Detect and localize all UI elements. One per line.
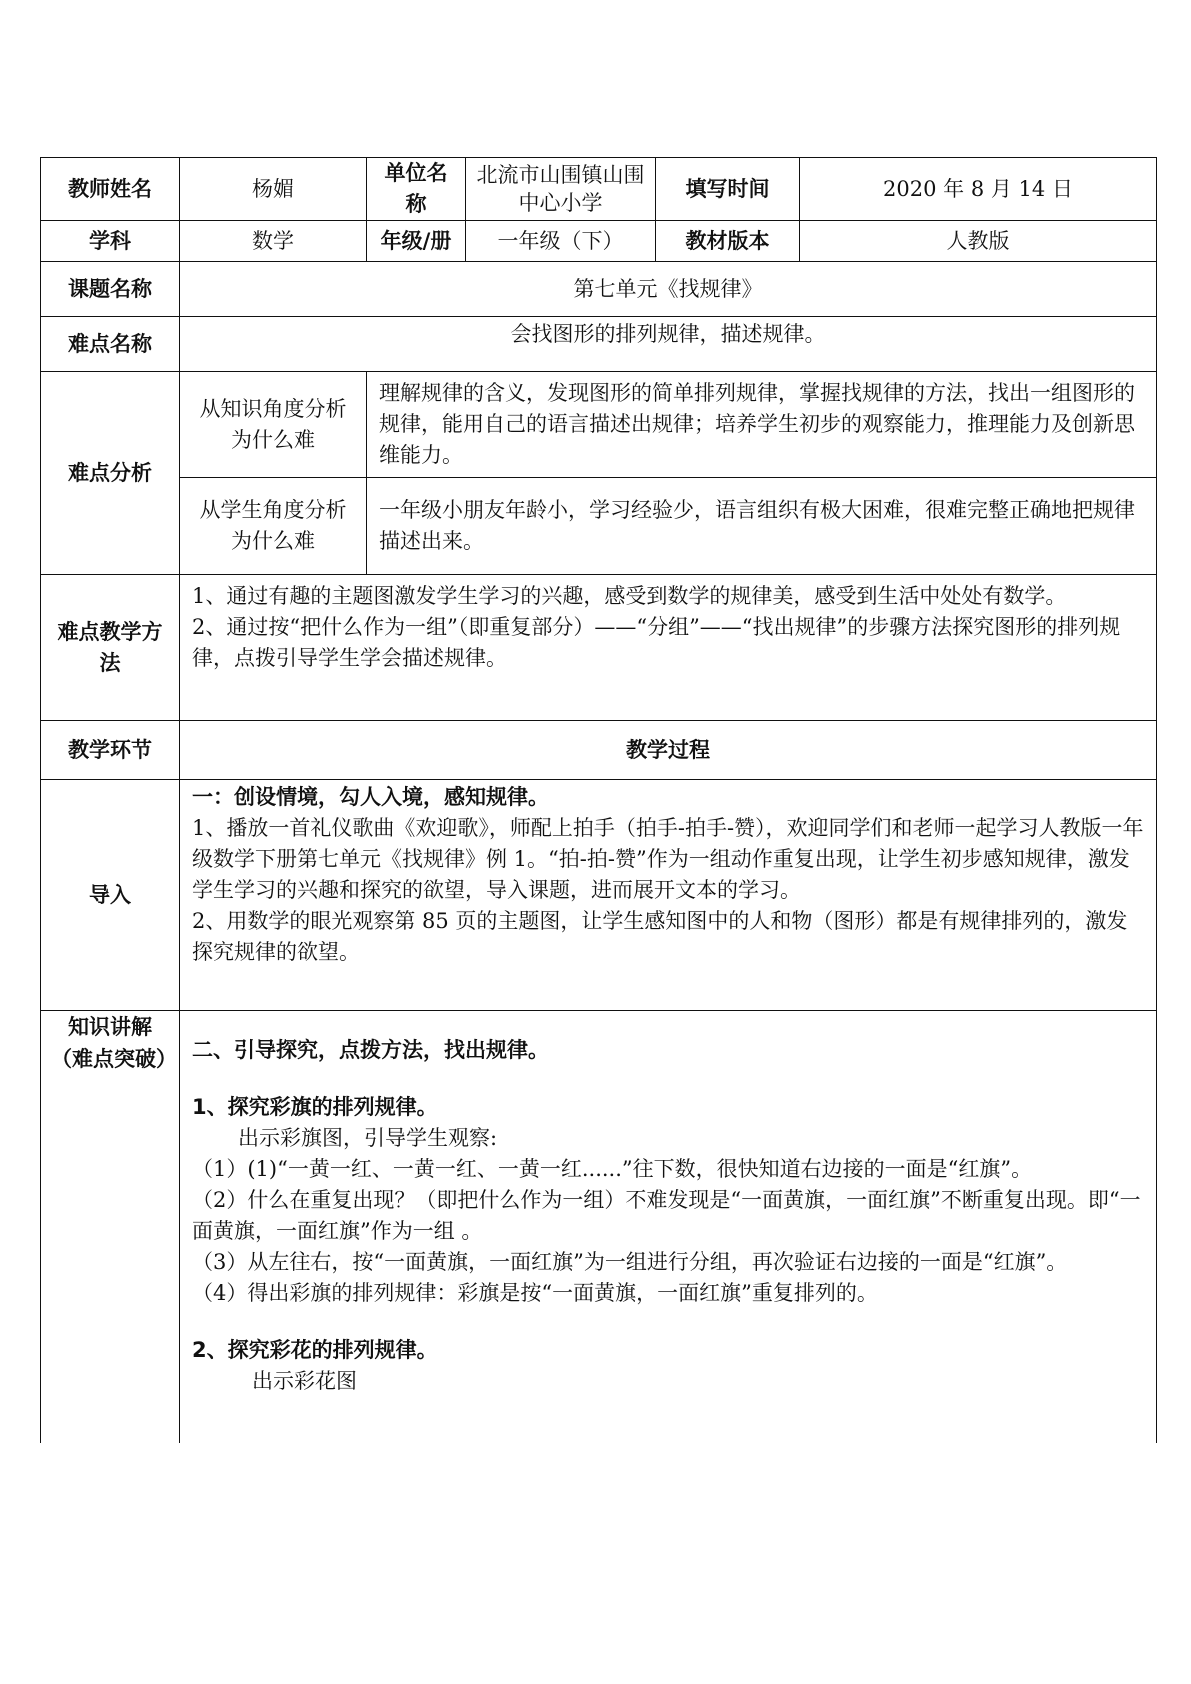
method-content bbox=[180, 575, 1157, 721]
intro-content bbox=[180, 780, 1157, 1011]
topic-value: 第七单元《找规律》 bbox=[180, 262, 1157, 317]
subject-label: 学科 bbox=[41, 221, 180, 262]
flower-intro: 出示彩花图 bbox=[252, 1369, 357, 1393]
topic-label: 课题名称 bbox=[41, 262, 180, 317]
intro-label: 导入 bbox=[41, 780, 180, 1011]
knowledge-row bbox=[41, 1011, 1157, 1443]
intro-heading: 一：创设情境，勾人入境，感知规律。 bbox=[192, 785, 549, 809]
topic-row bbox=[41, 262, 1157, 317]
grade-label: 年级/册 bbox=[367, 221, 466, 262]
flower-section-heading: 2、探究彩花的排列规律。 bbox=[192, 1338, 438, 1362]
difficulty-label: 难点名称 bbox=[41, 317, 180, 372]
flag-step-3: （3）从左往右，按“一面黄旗，一面红旗”为一组进行分组，再次验证右边接的一面是“红旗”。 bbox=[192, 1250, 1068, 1274]
knowledge-angle-text: 理解规律的含义，发现图形的简单排列规律，掌握找规律的方法，找出一组图形的规律，能用自己的语言描述出规律；培养学生初步的观察能力，推理能力及创新思维能力。 bbox=[367, 372, 1157, 478]
subject-value: 数学 bbox=[180, 221, 367, 262]
intro-row bbox=[41, 780, 1157, 1011]
process-header-label: 教学环节 bbox=[41, 721, 180, 780]
method-paragraph-1: 1、通过有趣的主题图激发学生学习的兴趣，感受到数学的规律美，感受到生活中处处有数学。 bbox=[192, 584, 1067, 608]
teacher-value: 杨媚 bbox=[180, 158, 367, 221]
method-row bbox=[41, 575, 1157, 721]
edition-label: 教材版本 bbox=[656, 221, 800, 262]
flag-step-2: （2）什么在重复出现？（即把什么作为一组）不难发现是“一面黄旗，一面红旗”不断重复出现。即“一面黄旗，一面红旗”作为一组 。 bbox=[192, 1188, 1141, 1243]
flag-step-4: （4）得出彩旗的排列规律：彩旗是按“一面黄旗，一面红旗”重复排列的。 bbox=[192, 1281, 878, 1305]
teacher-label: 教师姓名 bbox=[41, 158, 180, 221]
analysis-row-knowledge bbox=[41, 372, 1157, 478]
method-label: 难点教学方法 bbox=[41, 575, 180, 721]
flag-section-heading: 1、探究彩旗的排列规律。 bbox=[192, 1095, 438, 1119]
knowledge-heading: 二、引导探究，点拨方法，找出规律。 bbox=[192, 1038, 549, 1062]
intro-paragraph-2: 2、用数学的眼光观察第 85 页的主题图，让学生感知图中的人和物（图形）都是有规律排列的，激发探究规律的欲望。 bbox=[192, 909, 1128, 964]
knowledge-angle-label: 从知识角度分析为什么难 bbox=[180, 372, 367, 478]
date-label: 填写时间 bbox=[656, 158, 800, 221]
flag-step-1: （1）(1)“一黄一红、一黄一红、一黄一红......”往下数，很快知道右边接的一面是“红旗”。 bbox=[192, 1157, 1033, 1181]
intro-paragraph-1: 1、播放一首礼仪歌曲《欢迎歌》，师配上拍手（拍手-拍手-赞），欢迎同学们和老师一起学习人教版一年级数学下册第七单元《找规律》例 1。“拍-拍-赞”作为一组动作重复出现，让学生初步感知规律，激发学生学习的兴趣和探究的欲望，导入课题，进而展开文本的学习。 bbox=[192, 816, 1144, 902]
date-value: 2020 年 8 月 14 日 bbox=[800, 158, 1157, 221]
student-angle-label: 从学生角度分析为什么难 bbox=[180, 478, 367, 575]
edition-value: 人教版 bbox=[800, 221, 1157, 262]
analysis-label: 难点分析 bbox=[41, 372, 180, 575]
flag-intro: 出示彩旗图，引导学生观察: bbox=[238, 1126, 498, 1150]
difficulty-row bbox=[41, 317, 1157, 372]
student-angle-text: 一年级小朋友年龄小，学习经验少，语言组织有极大困难，很难完整正确地把规律描述出来。 bbox=[367, 478, 1157, 575]
unit-value: 北流市山围镇山围中心小学 bbox=[466, 158, 656, 221]
difficulty-value: 会找图形的排列规律，描述规律。 bbox=[180, 317, 1157, 372]
knowledge-label: 知识讲解（难点突破） bbox=[41, 1011, 180, 1443]
method-paragraph-2: 2、通过按“把什么作为一组”（即重复部分）——“分组”——“找出规律”的步骤方法探究图形的排列规律，点拨引导学生学会描述规律。 bbox=[192, 615, 1121, 670]
lesson-plan-table bbox=[40, 157, 1157, 1443]
process-header-value: 教学过程 bbox=[180, 721, 1157, 780]
grade-value: 一年级（下） bbox=[466, 221, 656, 262]
unit-label: 单位名称 bbox=[367, 158, 466, 221]
analysis-row-student bbox=[41, 478, 1157, 575]
knowledge-content bbox=[180, 1011, 1157, 1443]
info-row-1 bbox=[41, 158, 1157, 221]
lesson-plan-document bbox=[40, 157, 1156, 1443]
info-row-2 bbox=[41, 221, 1157, 262]
process-header-row bbox=[41, 721, 1157, 780]
